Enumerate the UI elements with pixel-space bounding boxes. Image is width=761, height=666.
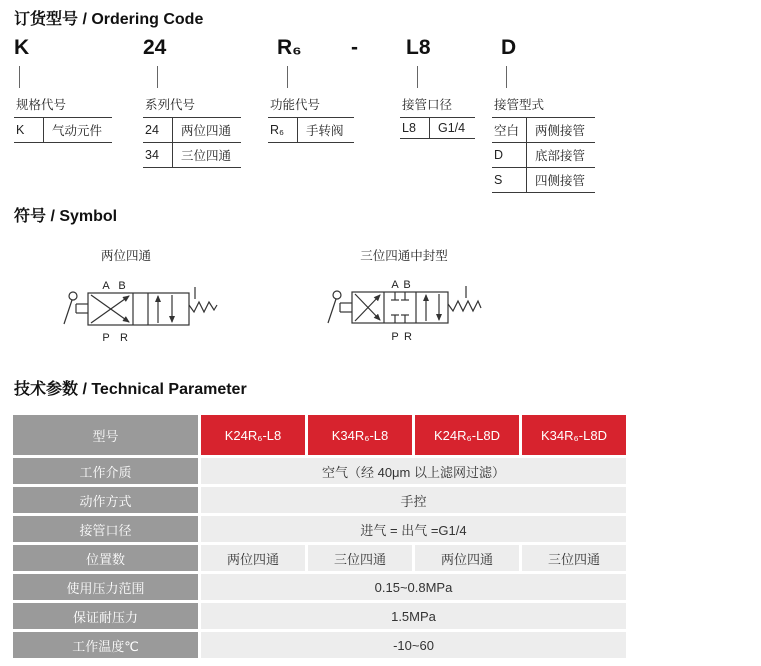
row-value-working-medium: 空气（经 40μm 以上滤网过滤） bbox=[201, 458, 626, 484]
connector-line bbox=[417, 66, 418, 88]
port-label-b: B bbox=[403, 279, 411, 291]
table-row bbox=[143, 118, 241, 143]
desc-cell: 手转阀 bbox=[298, 118, 354, 143]
desc-cell: 两侧接管 bbox=[527, 118, 596, 143]
row-label-port-size: 接管口径 bbox=[13, 516, 198, 542]
lever-actuator-icon bbox=[64, 292, 88, 324]
ordering-code-piping: D bbox=[501, 36, 517, 59]
segment-spec bbox=[14, 95, 112, 143]
row-label-working-medium: 工作介质 bbox=[13, 458, 198, 484]
table-row bbox=[400, 118, 475, 139]
valve-caption-2pos: 两位四通 bbox=[100, 249, 151, 263]
row-value-pressure-range: 0.15~0.8MPa bbox=[201, 574, 626, 600]
segment-port-size-label: 接管口径 bbox=[402, 98, 453, 112]
code-cell: D bbox=[492, 143, 527, 168]
segment-piping-type-table bbox=[492, 117, 595, 193]
desc-cell: 两位四通 bbox=[173, 118, 242, 143]
desc-cell: 气动元件 bbox=[44, 118, 113, 143]
port-label-r: R bbox=[404, 331, 412, 343]
ordering-code-spec: K bbox=[14, 36, 30, 59]
ordering-section-title: 订货型号 / Ordering Code bbox=[14, 11, 204, 28]
ordering-code-series: 24 bbox=[143, 36, 167, 59]
port-label-p: P bbox=[102, 332, 110, 344]
connector-line bbox=[506, 66, 507, 88]
segment-spec-table bbox=[14, 117, 112, 143]
ordering-code-function: R₆ bbox=[277, 36, 302, 59]
valve-symbol-2pos-4way-icon bbox=[55, 262, 225, 350]
port-label-b: B bbox=[118, 280, 126, 292]
header-model-label: 型号 bbox=[13, 415, 198, 455]
segment-function bbox=[268, 95, 354, 143]
segment-port-size-table bbox=[400, 117, 475, 139]
closed-center-marks bbox=[391, 292, 409, 323]
code-cell: K bbox=[14, 118, 44, 143]
table-row bbox=[14, 118, 112, 143]
segment-function-label: 功能代号 bbox=[270, 98, 321, 112]
code-cell: 空白 bbox=[492, 118, 527, 143]
table-row bbox=[268, 118, 354, 143]
row-label-proof-pressure: 保证耐压力 bbox=[13, 603, 198, 629]
table-row bbox=[492, 168, 595, 193]
valve-caption-3pos: 三位四通中封型 bbox=[360, 249, 448, 263]
segment-port-size bbox=[400, 95, 475, 139]
code-cell: S bbox=[492, 168, 527, 193]
ordering-code-hyphen: - bbox=[351, 36, 358, 59]
valve-symbol-3pos-4way-icon bbox=[318, 262, 493, 350]
segment-spec-label: 规格代号 bbox=[16, 98, 67, 112]
code-cell: 24 bbox=[143, 118, 173, 143]
row-value-positions-4: 三位四通 bbox=[522, 545, 626, 571]
desc-cell: G1/4 bbox=[430, 118, 476, 139]
port-label-a: A bbox=[391, 279, 399, 291]
row-value-positions-2: 三位四通 bbox=[308, 545, 412, 571]
segment-piping-type bbox=[492, 95, 595, 193]
spring-icon bbox=[189, 287, 217, 312]
row-label-temperature: 工作温度℃ bbox=[13, 632, 198, 658]
desc-cell: 三位四通 bbox=[173, 143, 242, 168]
header-model-4: K34R₆-L8D bbox=[522, 415, 626, 455]
connector-line bbox=[287, 66, 288, 88]
port-label-r: R bbox=[120, 332, 128, 344]
connector-line bbox=[19, 66, 20, 88]
code-cell: L8 bbox=[400, 118, 430, 139]
desc-cell: 四侧接管 bbox=[527, 168, 596, 193]
symbol-section-title: 符号 / Symbol bbox=[14, 208, 118, 225]
row-label-actuation: 动作方式 bbox=[13, 487, 198, 513]
row-label-positions: 位置数 bbox=[13, 545, 198, 571]
header-model-2: K34R₆-L8 bbox=[308, 415, 412, 455]
table-row bbox=[143, 143, 241, 168]
segment-function-table bbox=[268, 117, 354, 143]
technical-section-title: 技术参数 / Technical Parameter bbox=[14, 381, 247, 398]
row-label-pressure-range: 使用压力范围 bbox=[13, 574, 198, 600]
row-value-port-size: 进气 = 出气 =G1/4 bbox=[201, 516, 626, 542]
header-model-3: K24R₆-L8D bbox=[415, 415, 519, 455]
technical-parameter-table bbox=[13, 415, 626, 658]
lever-actuator-icon bbox=[328, 291, 352, 323]
segment-series-table bbox=[143, 117, 241, 168]
spring-icon bbox=[448, 286, 481, 311]
port-label-p: P bbox=[391, 331, 399, 343]
row-value-positions-3: 两位四通 bbox=[415, 545, 519, 571]
segment-series-label: 系列代号 bbox=[145, 98, 196, 112]
row-value-positions-1: 两位四通 bbox=[201, 545, 305, 571]
row-value-proof-pressure: 1.5MPa bbox=[201, 603, 626, 629]
connector-line bbox=[157, 66, 158, 88]
header-model-1: K24R₆-L8 bbox=[201, 415, 305, 455]
row-value-actuation: 手控 bbox=[201, 487, 626, 513]
code-cell: R₆ bbox=[268, 118, 298, 143]
table-row bbox=[492, 143, 595, 168]
code-cell: 34 bbox=[143, 143, 173, 168]
segment-series bbox=[143, 95, 241, 168]
ordering-code-port: L8 bbox=[406, 36, 431, 59]
segment-piping-type-label: 接管型式 bbox=[494, 98, 545, 112]
row-value-temperature: -10~60 bbox=[201, 632, 626, 658]
table-row bbox=[492, 118, 595, 143]
desc-cell: 底部接管 bbox=[527, 143, 596, 168]
port-label-a: A bbox=[102, 280, 110, 292]
